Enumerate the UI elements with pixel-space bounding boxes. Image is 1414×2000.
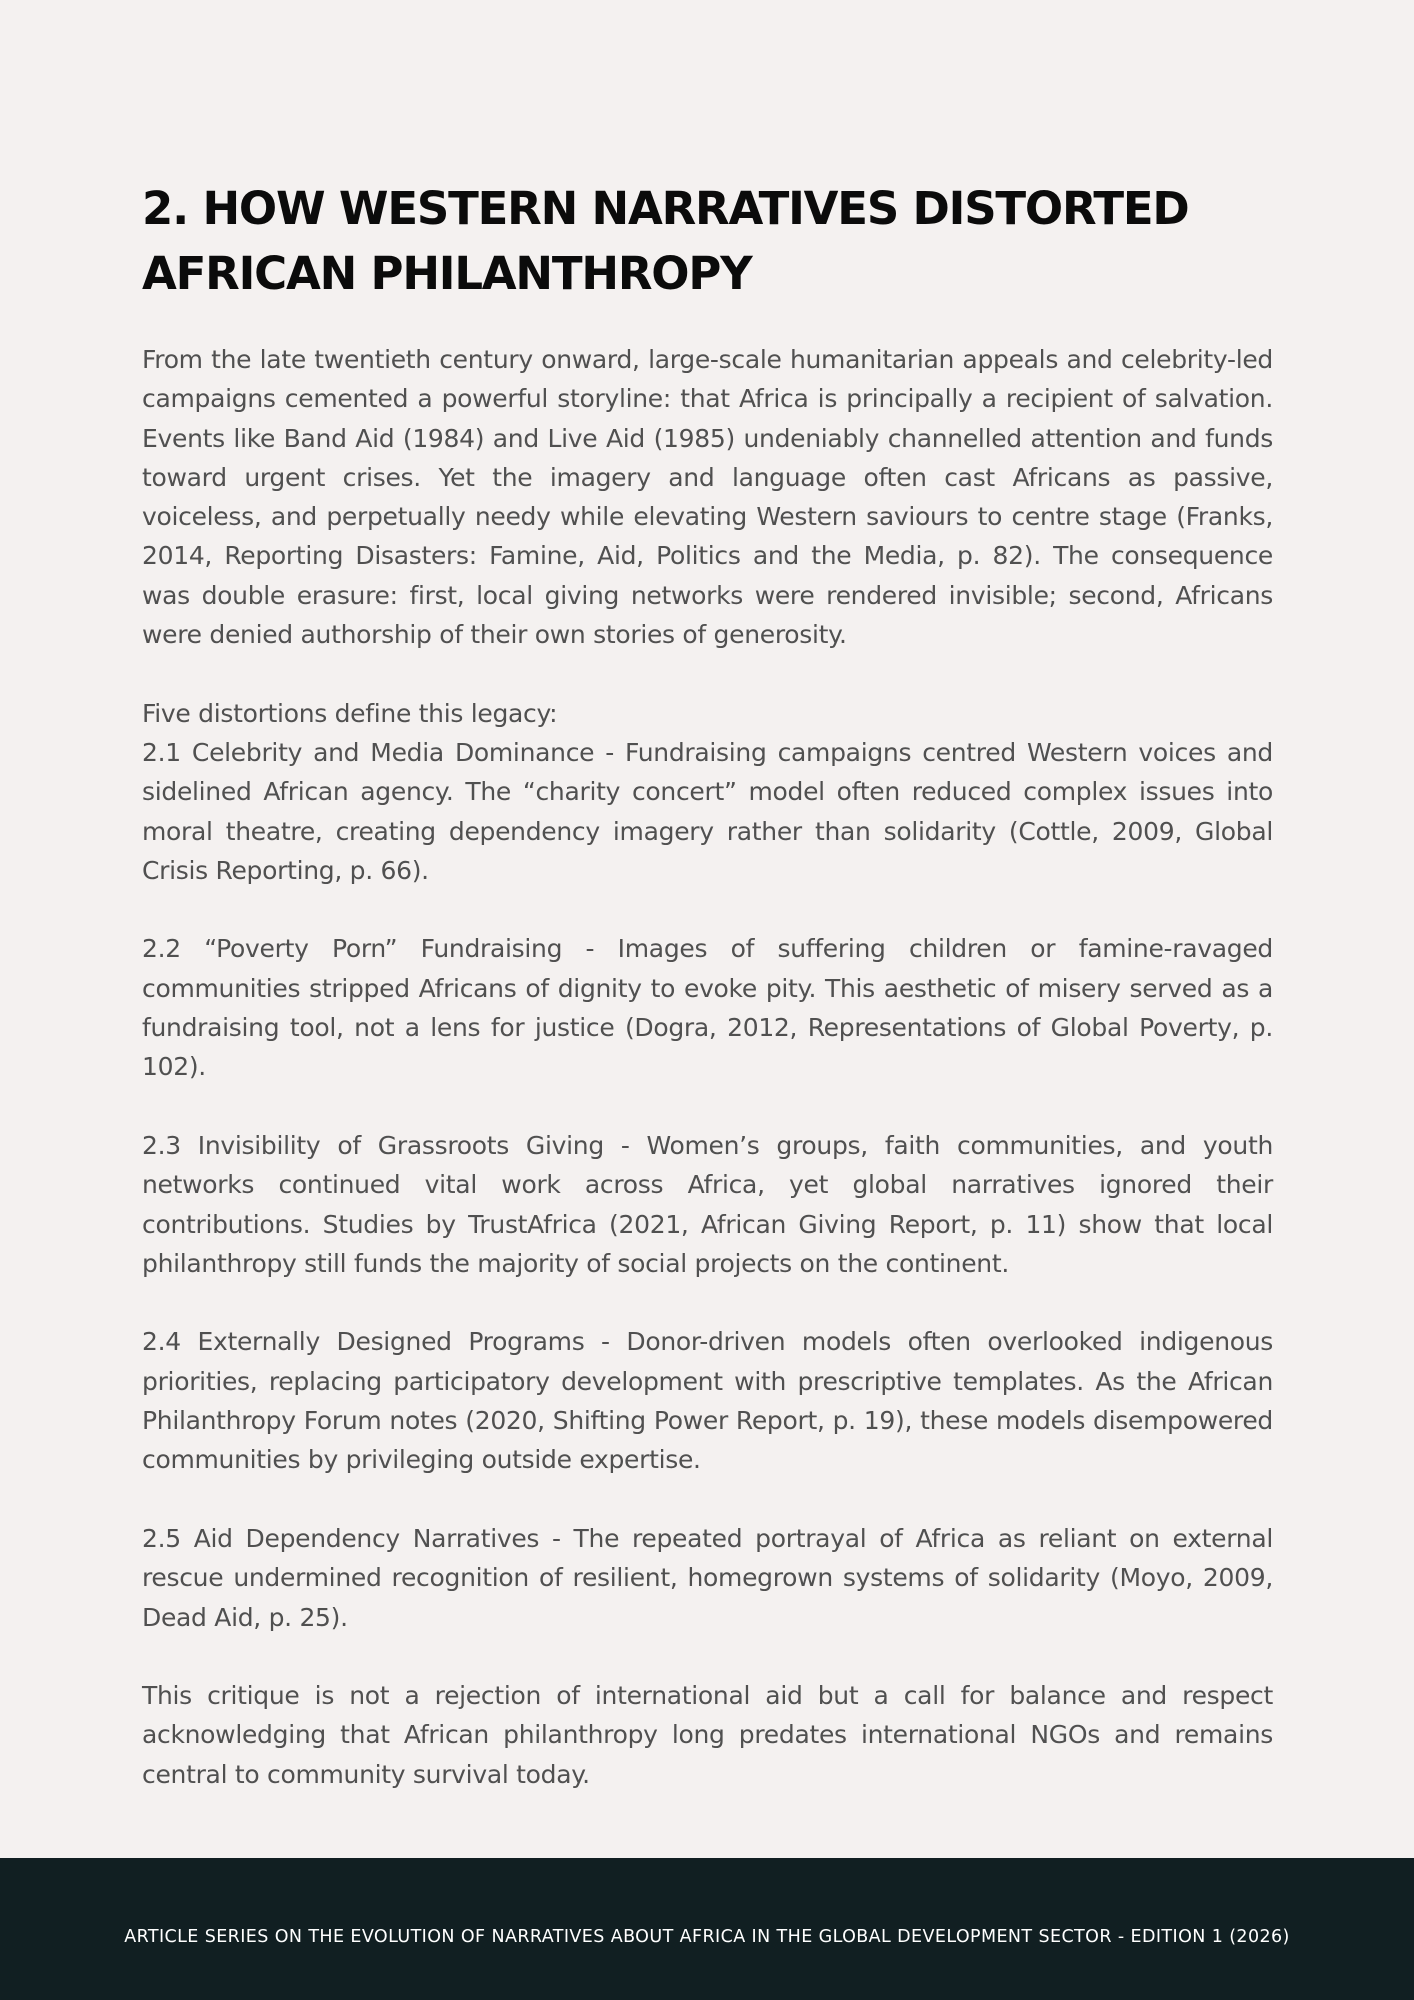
article-section bbox=[142, 176, 1273, 1794]
footer-text: ARTICLE SERIES ON THE EVOLUTION OF NARRATIVES ABOUT AFRICA IN THE GLOBAL DEVELOPMENT SECTOR - EDITION 1 (2026) bbox=[124, 1927, 1290, 1947]
intro-paragraph: From the late twentieth century onward, large-scale humanitarian appeals and celebrity-led campaigns cemented a powerful storyline: that Africa is principally a recipient of salvation. Events like Band Aid (1984) and Live Aid (1985) undeniably channelled attention and funds toward urgent crises. Yet the imagery and language often cast Africans as passive, voiceless, and perpetually needy while elevating Western saviours to centre stage (Franks, 2014, Reporting Disasters: Famine, Aid, Politics and the Media, p. 82). The consequence was double erasure: first, local giving networks were rendered invisible; second, Africans were denied authorship of their own stories of generosity. bbox=[142, 345, 1273, 650]
distortion-item: 2.3 Invisibility of Grassroots Giving - Women’s groups, faith communities, and youth networks continued vital work across Africa, yet global narratives ignored their contributions. Studies by TrustAfrica (2021, African Giving Report, p. 11) show that local philanthropy still funds the majority of social projects on the continent. bbox=[142, 1130, 1273, 1278]
distortion-item: 2.1 Celebrity and Media Dominance - Fundraising campaigns centred Western voices and sidelined African agency. The “charity concert” model often reduced complex issues into moral theatre, creating dependency imagery rather than solidarity (Cottle, 2009, Global Crisis Reporting, p. 66). bbox=[142, 737, 1273, 885]
list-intro: Five distortions define this legacy: bbox=[142, 698, 558, 728]
distortion-item: 2.4 Externally Designed Programs - Donor-driven models often overlooked indigenous priorities, replacing participatory development with prescriptive templates. As the African Philanthropy Forum notes (2020, Shifting Power Report, p. 19), these models disempowered communities by privileging outside expertise. bbox=[142, 1327, 1273, 1475]
section-body bbox=[142, 340, 1273, 1794]
conclusion-paragraph: This critique is not a rejection of international aid but a call for balance and respect acknowledging that African philanthropy long predates international NGOs and remains central to community survival today. bbox=[142, 1681, 1273, 1789]
distortion-item: 2.2 “Poverty Porn” Fundraising - Images of suffering children or famine-ravaged communities stripped Africans of dignity to evoke pity. This aesthetic of misery served as a fundraising tool, not a lens for justice (Dogra, 2012, Representations of Global Poverty, p. 102). bbox=[142, 934, 1273, 1082]
distortion-item: 2.5 Aid Dependency Narratives - The repeated portrayal of Africa as reliant on external rescue undermined recognition of resilient, homegrown systems of solidarity (Moyo, 2009, Dead Aid, p. 25). bbox=[142, 1523, 1273, 1632]
section-title: 2. HOW WESTERN NARRATIVES DISTORTED AFRICAN PHILANTHROPY bbox=[142, 182, 1189, 300]
